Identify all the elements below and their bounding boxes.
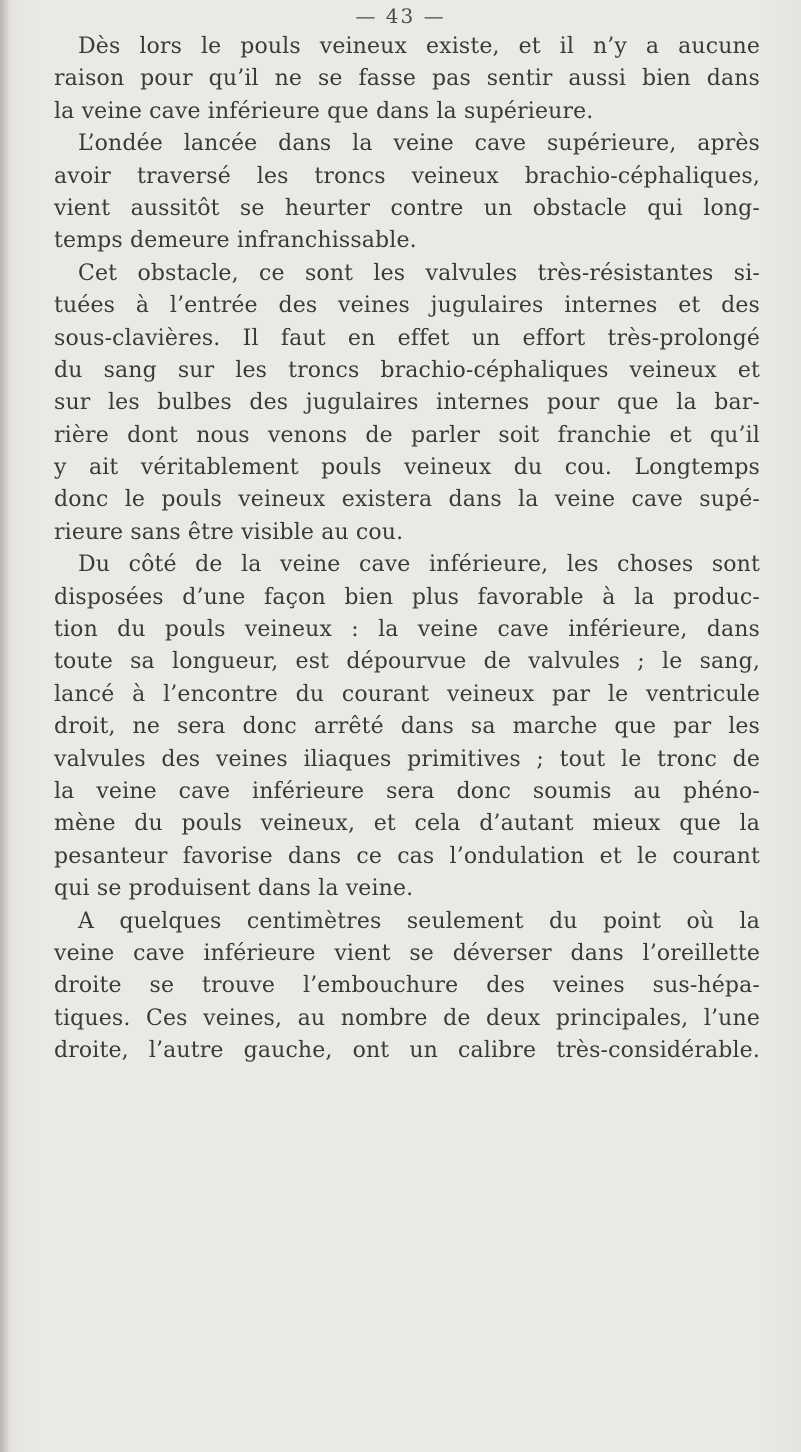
text-line: sous-clavières. Il faut en effet un effort très-prolongé bbox=[54, 325, 760, 351]
text-line: temps demeure infranchissable. bbox=[54, 228, 417, 254]
text-line: A quelques centimètres seulement du point où la bbox=[78, 908, 760, 934]
text-line: veine cave inférieure vient se déverser dans l’oreillette bbox=[54, 940, 760, 966]
text-line: L’ondée lancée dans la veine cave supérieure, après bbox=[78, 131, 760, 157]
text-line: rieure sans être visible au cou. bbox=[54, 519, 404, 545]
text-line: la veine cave inférieure que dans la supérieure. bbox=[54, 98, 594, 124]
text-line: Cet obstacle, ce sont les valvules très-résistantes si- bbox=[78, 260, 760, 286]
text-line: tiques. Ces veines, au nombre de deux principales, l’une bbox=[54, 1005, 760, 1031]
text-line: sur les bulbes des jugulaires internes pour que la bar- bbox=[54, 390, 760, 416]
text-line: y ait véritablement pouls veineux du cou. Longtemps bbox=[54, 455, 760, 481]
text-line: lancé à l’encontre du courant veineux par le ventricule bbox=[54, 681, 760, 707]
spine-shadow bbox=[0, 0, 10, 1452]
body-text bbox=[54, 31, 760, 1068]
text-line: avoir traversé les troncs veineux brachio-céphaliques, bbox=[54, 163, 760, 189]
text-line: raison pour qu’il ne se fasse pas sentir aussi bien dans bbox=[54, 66, 760, 92]
text-line: valvules des veines iliaques primitives ; tout le tronc de bbox=[54, 746, 760, 772]
text-line: donc le pouls veineux existera dans la veine cave supé- bbox=[54, 487, 760, 513]
text-line: pesanteur favorise dans ce cas l’ondulation et le courant bbox=[54, 843, 760, 869]
text-line: droite se trouve l’embouchure des veines sus-hépa- bbox=[54, 973, 760, 999]
text-line: droite, l’autre gauche, ont un calibre très-considérable. bbox=[54, 1038, 760, 1064]
page-number: — 43 — bbox=[355, 4, 446, 28]
text-line: la veine cave inférieure sera donc soumis au phéno- bbox=[54, 778, 760, 804]
text-line: droit, ne sera donc arrêté dans sa marche que par les bbox=[54, 714, 760, 740]
text-line: vient aussitôt se heurter contre un obstacle qui long- bbox=[54, 195, 760, 221]
text-line: toute sa longueur, est dépourvue de valvules ; le sang, bbox=[54, 649, 760, 675]
text-line: Dès lors le pouls veineux existe, et il n’y a aucune bbox=[78, 34, 760, 59]
text-line: tuées à l’entrée des veines jugulaires internes et des bbox=[54, 293, 760, 319]
text-line: tion du pouls veineux : la veine cave inférieure, dans bbox=[54, 617, 760, 643]
text-line: du sang sur les troncs brachio-céphaliques veineux et bbox=[54, 357, 760, 383]
text-line: Du côté de la veine cave inférieure, les choses sont bbox=[78, 552, 760, 578]
text-line: qui se produisent dans la veine. bbox=[54, 876, 414, 902]
text-line: rière dont nous venons de parler soit franchie et qu’il bbox=[54, 422, 760, 448]
text-line: disposées d’une façon bien plus favorable à la produc- bbox=[54, 584, 760, 610]
text-line: mène du pouls veineux, et cela d’autant mieux que la bbox=[54, 811, 760, 837]
